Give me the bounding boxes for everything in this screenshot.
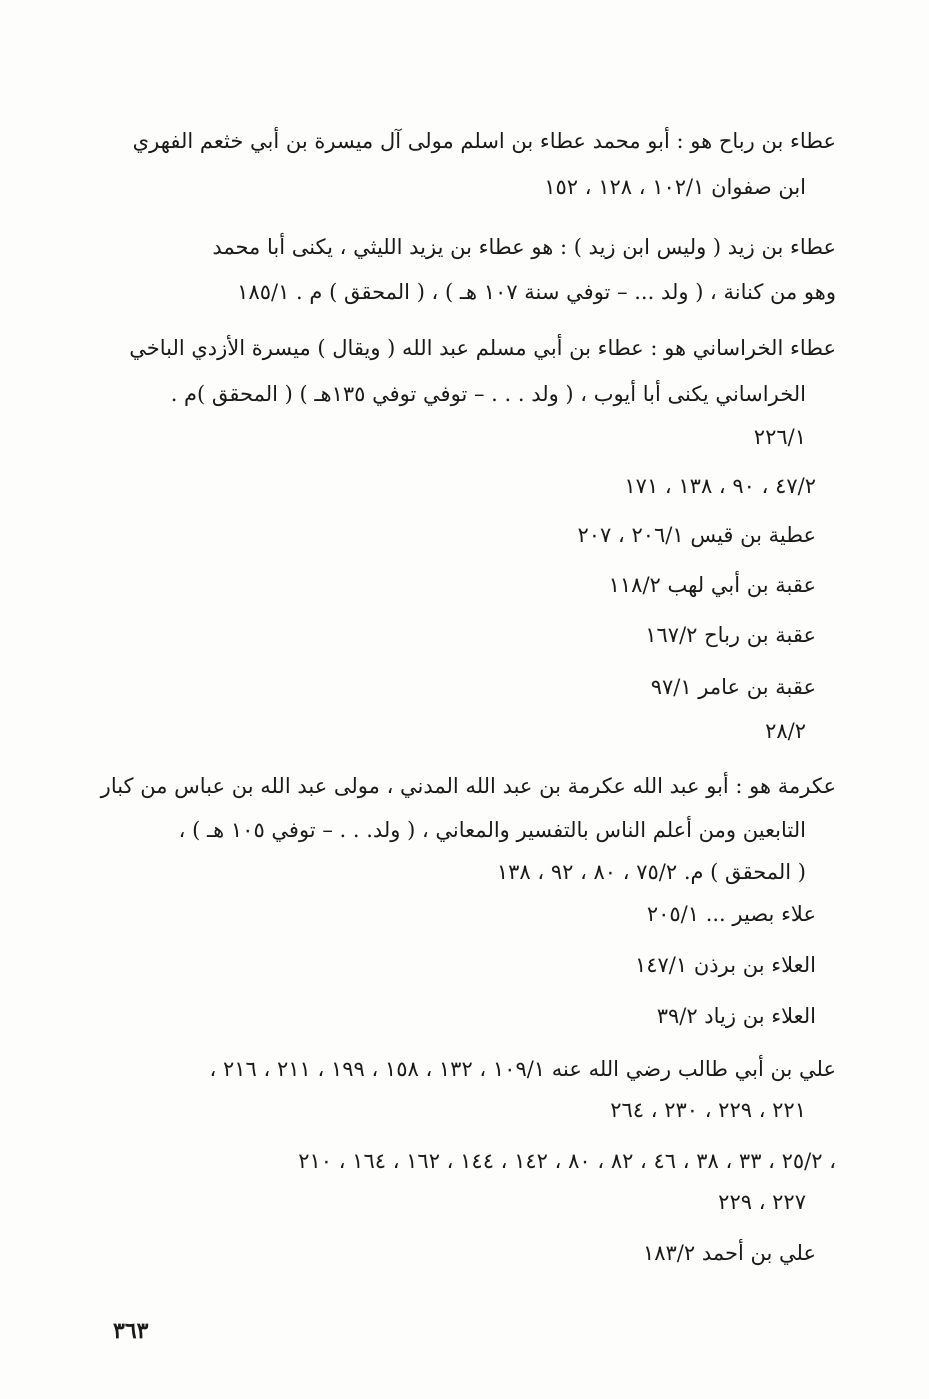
entry-ata-khurasani-line-4: ٤٧/٢ ، ٩٠ ، ١٣٨ ، ١٧١ — [624, 474, 816, 498]
entry-al-ala-ibn-bardhan: العلاء بن برذن ١٤٧/١ — [634, 953, 816, 977]
entry-ata-ibn-rabah-line-2: ابن صفوان ١٠٢/١ ، ١٢٨ ، ١٥٢ — [544, 175, 806, 199]
entry-ata-khurasani-line-2: الخراساني يكنى أبا أيوب ، ( ولد . . . – توفي توفي ١٣٥هـ ) ( المحقق )م . — [170, 382, 806, 406]
entry-uqba-ibn-rabah: عقبة بن رباح ١٦٧/٢ — [645, 623, 816, 647]
entry-uqba-ibn-amir-line-1: عقبة بن عامر ٩٧/١ — [650, 675, 816, 699]
entry-ata-ibn-rabah-line-1: عطاء بن رباح هو : أبو محمد عطاء بن اسلم مولى آل ميسرة بن أبي خثعم الفهري — [132, 129, 836, 153]
entry-ata-ibn-zayd-line-2: وهو من كنانة ، ( ولد ... – توفي سنة ١٠٧ هـ ) ، ( المحقق ) م . ١٨٥/١ — [237, 280, 836, 304]
entry-ala-basir: علاء بصير ... ٢٠٥/١ — [646, 902, 816, 926]
entry-ata-khurasani-line-3: ٢٢٦/١ — [753, 425, 806, 449]
entry-ali-ibn-abi-talib-line-1: علي بن أبي طالب رضي الله عنه ١٠٩/١ ، ١٣٢ ، ١٥٨ ، ١٩٩ ، ٢١١ ، ٢١٦ ، — [209, 1057, 836, 1081]
entry-uqba-ibn-abi-lahab: عقبة بن أبي لهب ١١٨/٢ — [608, 573, 816, 597]
entry-ikrima-line-2: التابعين ومن أعلم الناس بالتفسير والمعاني ، ( ولد. . . – توفي ١٠٥ هـ ) ، — [178, 818, 806, 842]
entry-ata-khurasani-line-1: عطاء الخراساني هو : عطاء بن أبي مسلم عبد الله ( ويقال ) ميسرة الأزدي الباخي — [129, 336, 836, 360]
entry-ali-ibn-abi-talib-refs-line-2: ٢٢٧ ، ٢٢٩ — [718, 1190, 806, 1214]
entry-atiyya-ibn-qays: عطية بن قيس ٢٠٦/١ ، ٢٠٧ — [577, 523, 816, 547]
entry-al-ala-ibn-ziyad: العلاء بن زياد ٣٩/٢ — [656, 1004, 816, 1028]
entry-ali-ibn-abi-talib-refs-line-1: ٢٥/٢ ، ٣٣ ، ٣٨ ، ٤٦ ، ٨٢ ، ٨٠ ، ١٤٢ ، ١٤٤ ، ١٦٢ ، ١٦٤ ، ٢١٠ ، — [298, 1149, 836, 1173]
entry-ali-ibn-abi-talib-line-2: ٢٢١ ، ٢٢٩ ، ٢٣٠ ، ٢٦٤ — [610, 1098, 806, 1122]
entry-ikrima-line-1: عكرمة هو : أبو عبد الله عكرمة بن عبد الله المدني ، مولى عبد الله بن عباس من كبار — [100, 774, 836, 798]
entry-ata-ibn-zayd-line-1: عطاء بن زيد ( وليس ابن زيد ) : هو عطاء بن يزيد الليثي ، يكنى أبا محمد — [212, 235, 836, 259]
entry-ikrima-line-3: ( المحقق ) م. ٧٥/٢ ، ٨٠ ، ٩٢ ، ١٣٨ — [496, 860, 806, 884]
entry-uqba-ibn-amir-line-2: ٢٨/٢ — [765, 719, 806, 743]
page-number: ٣٦٣ — [113, 1318, 149, 1344]
entry-ali-ibn-ahmad: علي بن أحمد ١٨٣/٢ — [642, 1241, 816, 1265]
